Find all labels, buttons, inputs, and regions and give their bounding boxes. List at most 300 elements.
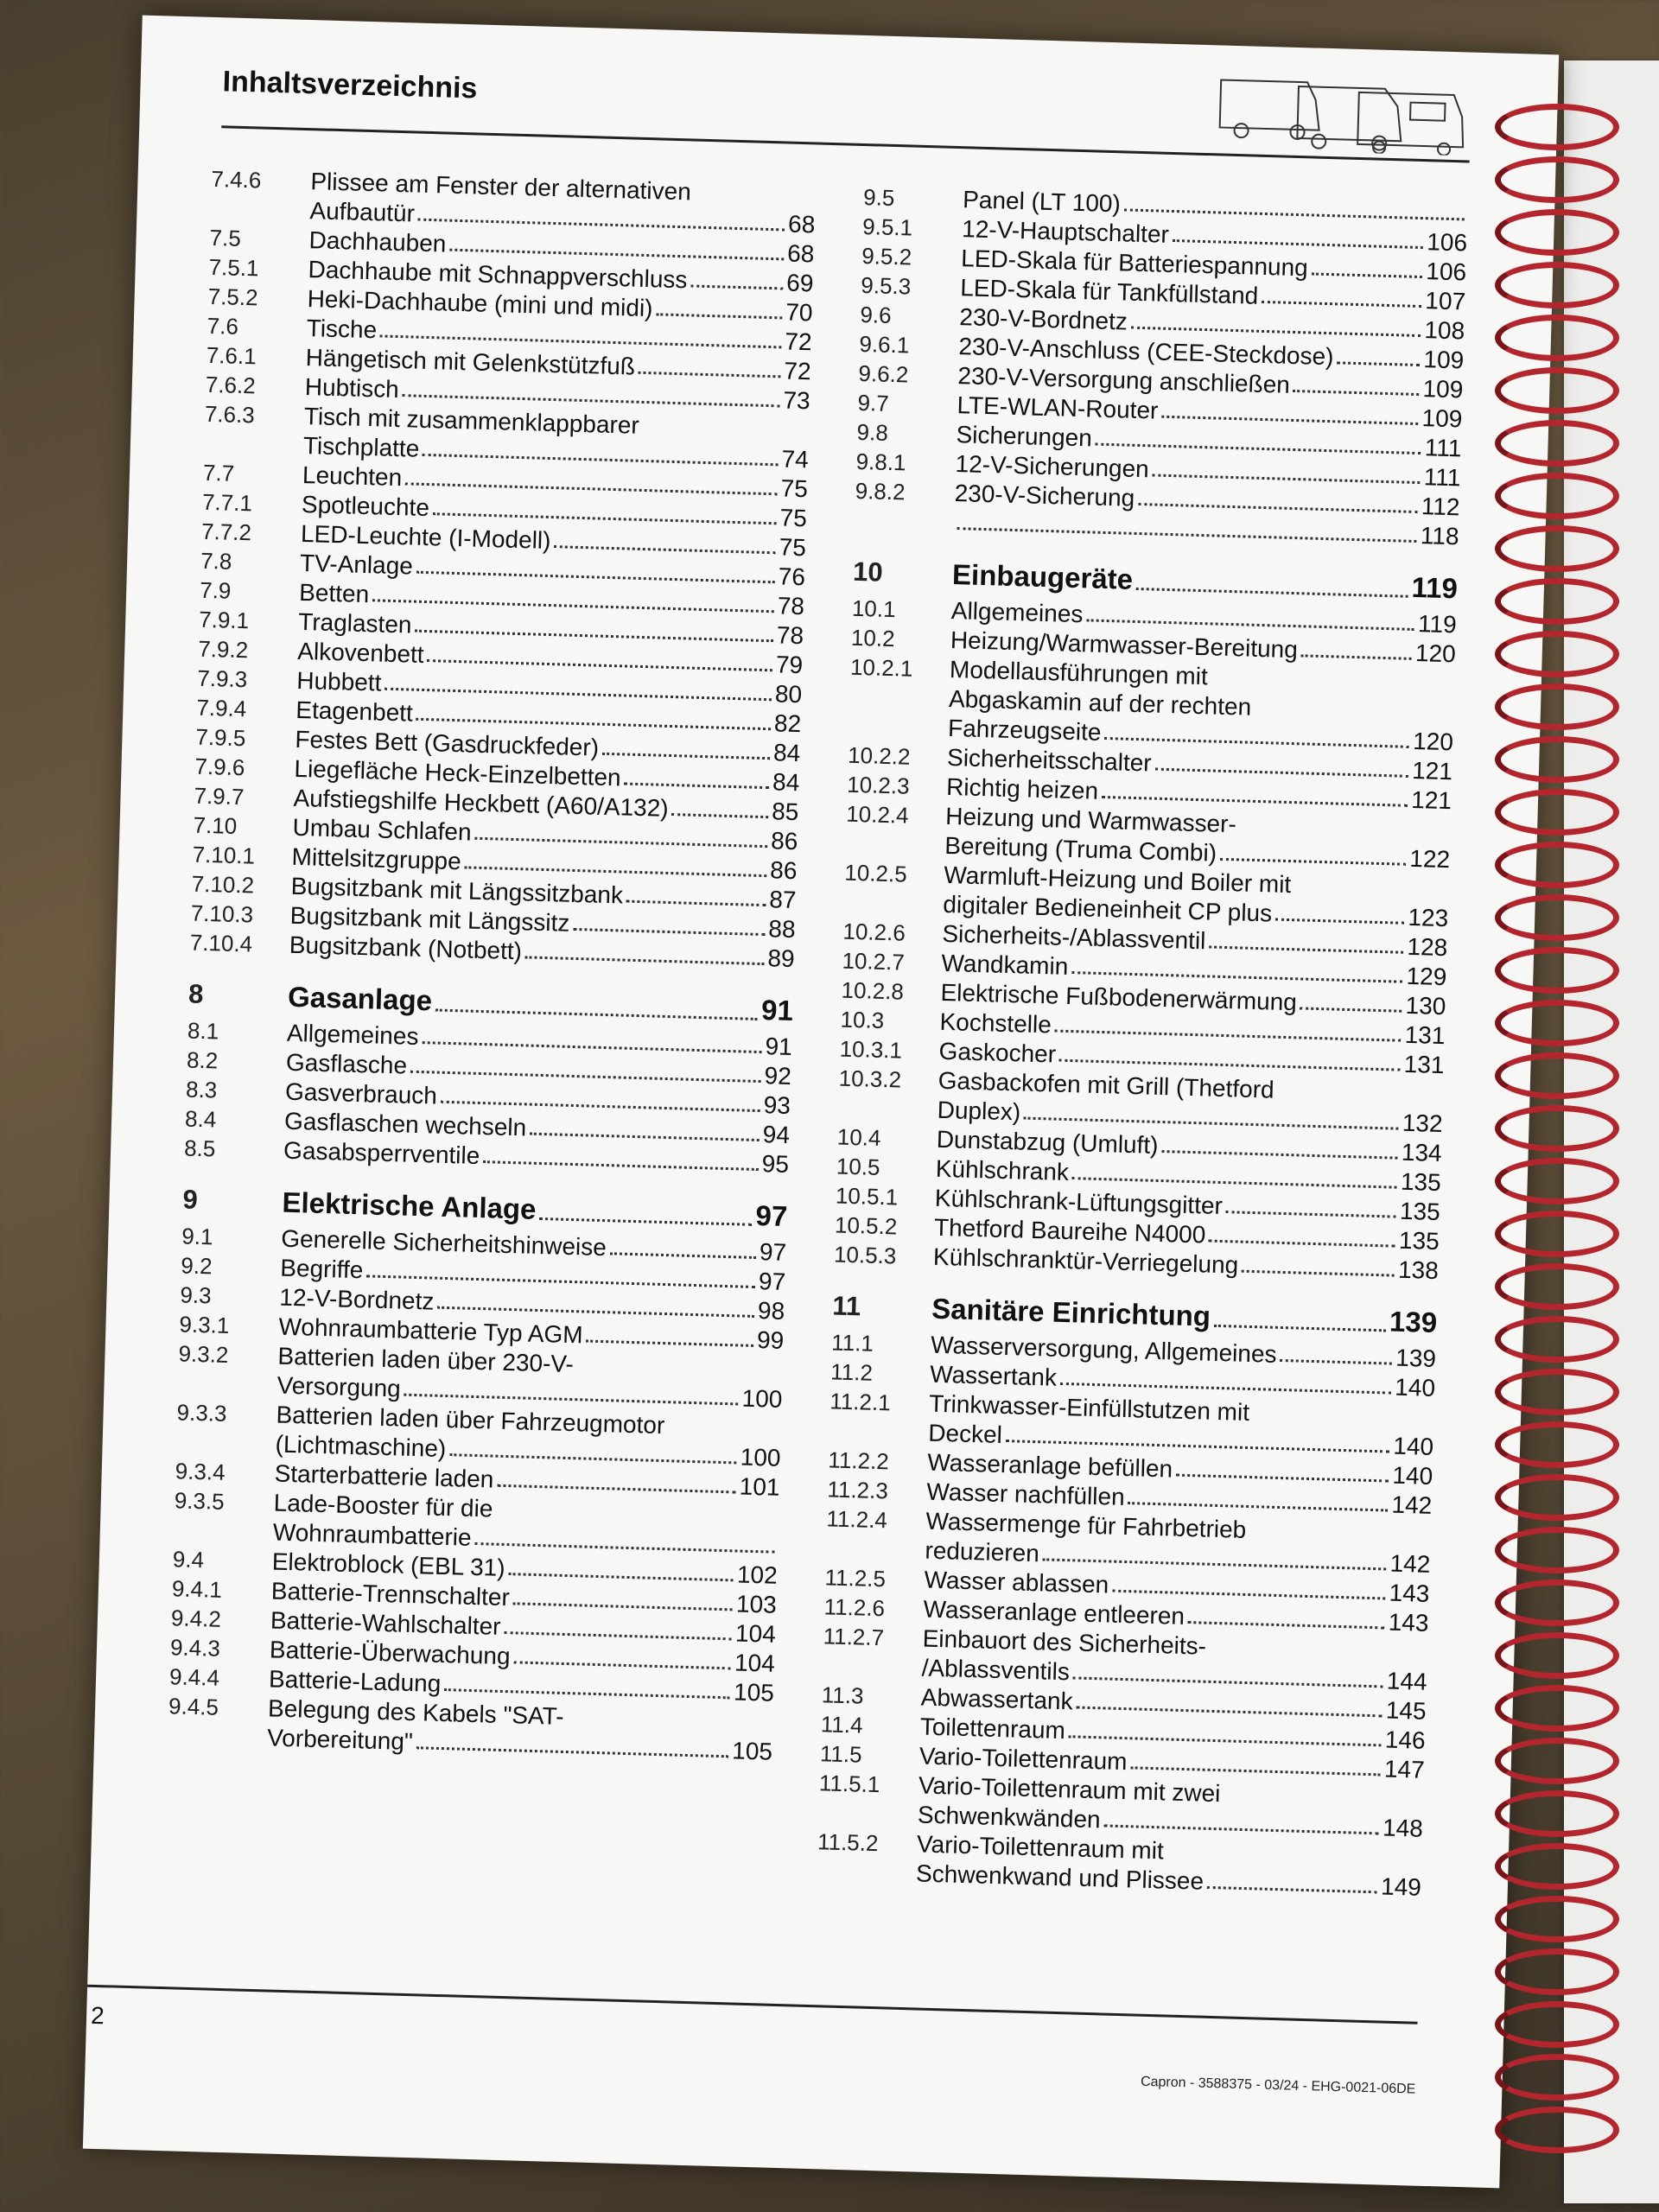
toc-right-column	[817, 182, 1469, 1903]
page-number: 2	[90, 2001, 105, 2030]
toc-leader-dots	[639, 353, 781, 378]
toc-page-number: 140	[1394, 1373, 1436, 1402]
toc-leader-dots	[1312, 253, 1423, 278]
toc-entry-title: Gasabsperrventile	[283, 1136, 480, 1169]
toc-entry-title: Liegefläche Heck-Einzelbetten	[294, 754, 622, 791]
spiral-ring	[1495, 104, 1619, 150]
spiral-ring	[1495, 525, 1619, 572]
toc-page-number: 130	[1405, 991, 1446, 1020]
toc-page-number: 91	[760, 994, 794, 1027]
toc-entry-title: reduzieren	[925, 1536, 1040, 1567]
spiral-ring	[1495, 209, 1619, 256]
toc-entry-number: 9.6.1	[859, 330, 910, 359]
toc-entry-number: 11.2.1	[829, 1388, 892, 1416]
toc-page-number: 68	[787, 210, 816, 238]
toc-page-number: 82	[773, 709, 802, 738]
toc-entry-title: Batterie-Trennschalter	[270, 1577, 511, 1611]
toc-entry-number: 11.2.3	[827, 1476, 889, 1504]
toc-entry-number: 7.9.1	[198, 606, 250, 634]
toc-page-number: 68	[786, 239, 815, 268]
toc-leader-dots	[1301, 635, 1413, 660]
toc-page-number: 109	[1422, 375, 1464, 404]
spiral-ring	[1495, 736, 1619, 783]
toc-entry-title: Wandkamin	[941, 949, 1069, 980]
toc-entry-number: 11.5.2	[817, 1828, 879, 1857]
toc-page-number: 139	[1395, 1344, 1437, 1372]
toc-entry-number: 7.10	[193, 811, 238, 840]
toc-entry-title: Belegung des Kabels "SAT-	[267, 1694, 564, 1730]
footer-rule	[87, 1985, 1417, 2024]
toc-entry-number: 9	[182, 1184, 199, 1215]
toc-entry-title: Vario-Toilettenraum	[918, 1742, 1128, 1776]
toc-entry-number: 7.9.2	[197, 635, 249, 664]
toc-entry-number: 11.1	[830, 1329, 874, 1357]
toc-entry-number: 10.2.7	[842, 947, 906, 976]
toc-entry-title: Duplex)	[937, 1096, 1021, 1126]
toc-entry-number: 9.5.3	[860, 271, 912, 300]
spiral-ring	[1495, 894, 1619, 941]
toc-page-number: 131	[1403, 1050, 1445, 1079]
toc-entry-title: Vario-Toilettenraum mit zwei	[918, 1771, 1221, 1808]
toc-page-number: 97	[758, 1268, 786, 1295]
toc-entry-number: 11.2	[830, 1358, 874, 1386]
toc-page-number: 120	[1414, 639, 1457, 668]
toc-entry-number: 9.5.2	[861, 242, 912, 270]
toc-entry-title: Dachhauben	[308, 226, 447, 257]
toc-entry-title: Kühlschrank	[935, 1154, 1070, 1186]
toc-entry-title: Heki-Dachhaube (mini und midi)	[307, 285, 653, 322]
toc-entry-title: Bugsitzbank (Notbett)	[289, 931, 523, 965]
toc-entry-number: 7.5.2	[207, 283, 258, 311]
toc-entry-number: 10.5.1	[835, 1182, 899, 1211]
toc-entry-title: Batterie-Ladung	[268, 1665, 442, 1697]
toc-page-number: 109	[1423, 346, 1465, 374]
toc-page-number: 105	[733, 1678, 775, 1707]
toc-entry-title: Bugsitzbank mit Längssitzbank	[290, 872, 624, 909]
toc-entry-number: 9.5.1	[861, 213, 913, 241]
toc-entry-title: Mittelsitzgruppe	[291, 842, 462, 875]
toc-leader-dots	[1220, 839, 1407, 866]
toc-entry-title: 230-V-Bordnetz	[958, 303, 1128, 335]
toc-entry-title: Elektroblock (EBL 31)	[271, 1548, 505, 1582]
toc-entry-number: 7.10.2	[191, 870, 255, 899]
toc-entry-title: Kühlschrank-Lüftungsgitter	[934, 1184, 1224, 1220]
toc-page-number: 72	[784, 327, 812, 356]
toc-page-number: 149	[1380, 1872, 1422, 1901]
toc-leader-dots	[435, 983, 759, 1020]
toc-entry-title: Batterie-Überwachung	[269, 1636, 511, 1670]
toc-entry-number: 9.3.3	[176, 1399, 227, 1427]
toc-entry-title: 230-V-Anschluss (CEE-Steckdose)	[958, 333, 1334, 371]
toc-entry-title: Bugsitzbank mit Längssitz	[289, 901, 570, 937]
toc-leader-dots	[610, 1233, 757, 1259]
toc-entry-title: Abwassertank	[920, 1683, 1074, 1715]
spiral-binding	[1495, 104, 1624, 2212]
spiral-ring	[1495, 1738, 1619, 1784]
toc-entry-title: Begriffe	[279, 1254, 364, 1284]
toc-page-number: 91	[765, 1033, 793, 1061]
toc-entry-number: 9.4.1	[171, 1575, 223, 1603]
toc-page-number: 146	[1384, 1726, 1427, 1754]
toc-entry-number: 9.4.4	[168, 1663, 220, 1691]
toc-entry-title: Fahrzeugseite	[947, 714, 1102, 746]
toc-entry-number: 10.5	[836, 1153, 880, 1180]
toc-entry-number: 11.4	[820, 1711, 863, 1738]
toc-page-number: 105	[731, 1737, 773, 1765]
toc-leader-dots	[1209, 1221, 1395, 1248]
toc-entry-title: Sicherheits-/Ablassventil	[942, 919, 1206, 955]
toc-leader-dots	[656, 294, 783, 319]
toc-entry-number: 9.2	[181, 1252, 213, 1280]
toc-entry-title: Wasserversorgung, Allgemeines	[930, 1331, 1277, 1368]
toc-entry-number: 9.6	[860, 301, 893, 328]
toc-page-number: 75	[780, 474, 809, 503]
spiral-ring	[1495, 315, 1619, 361]
toc-entry-number: 10.5.2	[834, 1211, 898, 1240]
toc-entry-number: 7.9.4	[196, 694, 247, 722]
toc-entry-title: TV-Anlage	[299, 549, 414, 580]
toc-leader-dots	[539, 1192, 753, 1226]
toc-page-number: 135	[1400, 1167, 1442, 1197]
toc-page-number: 106	[1426, 228, 1468, 257]
toc-leader-dots	[1280, 1340, 1392, 1365]
toc-leader-dots	[1294, 371, 1420, 396]
toc-page-number: 145	[1385, 1696, 1427, 1725]
toc-entry-number: 8	[188, 978, 204, 1009]
toc-entry-number: 10.3.1	[839, 1035, 903, 1064]
toc-entry-title: Tisch mit zusammenklappbarer	[303, 402, 640, 439]
toc-page-number: 84	[772, 739, 801, 767]
spiral-ring	[1495, 156, 1619, 203]
toc-entry-title: Schwenkwand und Plissee	[915, 1859, 1205, 1895]
toc-page-number: 103	[735, 1590, 778, 1618]
toc-leader-dots	[1337, 342, 1421, 366]
toc-entry-title: Batterien laden über Fahrzeugmotor	[276, 1401, 665, 1440]
toc-entry-number: 7.10.3	[190, 899, 254, 928]
toc-entry-title: Batterien laden über 230-V-	[277, 1342, 575, 1378]
toc-entry-number: 9.4.2	[170, 1605, 222, 1632]
toc-leader-dots	[626, 881, 766, 906]
toc-entry-number: 8.1	[187, 1017, 219, 1045]
toc-entry-title: Gasanlage	[287, 980, 433, 1017]
toc-page-number: 75	[779, 504, 808, 532]
toc-entry-title: Elektrische Anlage	[281, 1185, 537, 1225]
toc-page-number: 106	[1425, 257, 1467, 286]
spiral-ring	[1495, 2054, 1619, 2101]
toc-page-number: 76	[778, 563, 806, 591]
toc-entry-title: Einbauort des Sicherheits-	[922, 1624, 1207, 1660]
toc-page-number	[1468, 200, 1469, 229]
toc-page-number: 94	[762, 1121, 791, 1149]
toc-page-number: 128	[1407, 932, 1448, 962]
toc-page-number: 75	[779, 533, 807, 562]
toc-entry-number	[854, 505, 954, 537]
toc-page-number	[778, 1532, 779, 1561]
toc-entry-number: 7.9	[199, 576, 232, 604]
toc-entry-title: Lade-Booster für die	[273, 1489, 493, 1522]
toc-entry-number: 7.7	[202, 459, 235, 486]
toc-page-number: 118	[1420, 522, 1459, 550]
toc-page-number: 87	[768, 886, 797, 914]
toc-entry-title: Sicherheitsschalter	[946, 743, 1153, 777]
toc-page-number: 139	[1389, 1305, 1438, 1339]
toc-entry-number: 7.8	[200, 547, 232, 575]
toc-entry-number: 7.5	[209, 224, 242, 251]
toc-page-number: 85	[771, 798, 799, 826]
toc-entry-title: Etagenbett	[295, 696, 414, 727]
toc-leader-dots	[1242, 1251, 1395, 1277]
toc-entry-number: 9.3.4	[175, 1458, 226, 1485]
toc-entry-title: Wasseranlage entleeren	[923, 1595, 1185, 1630]
toc-page-number: 78	[776, 621, 804, 650]
toc-entry-title: Sanitäre Einrichtung	[931, 1292, 1211, 1332]
toc-entry-title: Heizung/Warmwasser-Bereitung	[950, 626, 1299, 664]
toc-entry-title: 12-V-Hauptschalter	[961, 215, 1170, 248]
toc-page-number: 89	[767, 944, 796, 973]
toc-page-number: 109	[1421, 404, 1463, 433]
toc-entry-title: Tische	[306, 315, 378, 344]
toc-entry-title: 230-V-Sicherung	[954, 480, 1135, 512]
toc-entry-title: Gasflaschen wechseln	[283, 1107, 527, 1141]
spiral-ring	[1495, 683, 1619, 730]
toc-leader-dots	[422, 1022, 762, 1053]
toc-entry-title: LED-Skala für Batteriespannung	[960, 245, 1309, 282]
toc-page-number: 148	[1382, 1814, 1424, 1842]
toc-entry-number: 8.2	[186, 1046, 219, 1074]
toc-entry-number: 7.9.3	[196, 664, 248, 693]
toc-page-number: 69	[785, 269, 814, 297]
toc-entry-title: Alkovenbett	[296, 637, 425, 668]
toc-entry-title: Wassertank	[929, 1360, 1058, 1391]
toc-entry-number: 7.9.5	[195, 723, 246, 752]
toc-page-number: 143	[1389, 1579, 1430, 1607]
toc-entry-title: LED-Leuchte (I-Modell)	[300, 519, 551, 555]
toc-entry-title: Betten	[298, 578, 370, 608]
toc-entry-title: Elektrische Fußbodenerwärmung	[940, 978, 1298, 1016]
toc-entry-number: 7.6.3	[204, 400, 256, 429]
toc-entry-title: Einbaugeräte	[951, 558, 1134, 595]
toc-page-number: 99	[756, 1326, 785, 1354]
toc-entry-title: (Lichtmaschine)	[275, 1430, 447, 1463]
toc-entry-title: Schwenkwänden	[917, 1801, 1102, 1834]
toc-leader-dots	[586, 1321, 753, 1347]
spiral-ring	[1495, 420, 1619, 467]
toc-entry-number: 7.10.1	[192, 841, 256, 869]
toc-leader-dots	[602, 734, 771, 760]
toc-page-number: 97	[755, 1198, 788, 1232]
toc-entry-number: 10	[852, 556, 884, 588]
toc-entry-number: 7.7.2	[200, 518, 252, 546]
toc-entry-title: Aufbautür	[309, 197, 416, 227]
toc-leader-dots	[573, 909, 766, 936]
toc-entry-title: Wohnraumbatterie Typ AGM	[278, 1313, 584, 1349]
toc-page-number: 101	[739, 1472, 780, 1501]
toc-entry-title: Generelle Sicherheitshinweise	[280, 1224, 607, 1262]
toc-page-number: 102	[736, 1560, 779, 1589]
toc-page-number: 100	[740, 1443, 781, 1471]
toc-page-number: 74	[781, 445, 810, 474]
toc-entry-number: 7.6.1	[206, 341, 257, 370]
toc-entry-number: 7.9.7	[194, 782, 245, 810]
toc-entry-title: Wassermenge für Fahrbetrieb	[925, 1507, 1247, 1543]
toc-page-number: 123	[1408, 903, 1449, 932]
spiral-ring	[1495, 1632, 1619, 1679]
toc-entry-number: 9.5	[862, 183, 895, 211]
toc-entry-number: 11.2.5	[824, 1564, 887, 1592]
toc-page-number: 108	[1424, 316, 1465, 345]
toc-entry	[849, 652, 1456, 758]
toc-page-number: 144	[1386, 1667, 1427, 1695]
spiral-ring	[1495, 1211, 1619, 1257]
spiral-ring	[1495, 789, 1619, 836]
toc-page-number: 79	[775, 651, 804, 679]
toc-entry-title: 12-V-Sicherungen	[955, 450, 1150, 483]
toc-leader-dots	[690, 265, 784, 289]
toc-entry-title: Festes Bett (Gasdruckfeder)	[295, 725, 600, 761]
toc-page-number: 111	[1424, 434, 1462, 462]
spiral-ring	[1495, 473, 1619, 519]
toc-entry-title: Tischplatte	[302, 431, 420, 462]
toc-entry-title: LTE-WLAN-Router	[957, 391, 1159, 424]
toc-page-number: 92	[764, 1062, 792, 1090]
toc-page-number: 119	[1417, 610, 1458, 639]
toc-page-number: 78	[777, 592, 805, 620]
toc-entry-title: Bereitung (Truma Combi)	[944, 831, 1217, 867]
toc-entry-number: 10.2.3	[846, 771, 910, 799]
toc-entry-number: 9.3.5	[174, 1487, 226, 1515]
toc-entry-number: 8.4	[184, 1105, 217, 1133]
toc-entry-title: Gasflasche	[285, 1048, 408, 1079]
toc-entry-number: 9.3.2	[178, 1340, 229, 1368]
spiral-ring	[1495, 2107, 1619, 2153]
toc-page-number: 135	[1398, 1226, 1440, 1255]
spiral-ring	[1495, 1790, 1619, 1837]
toc-entry-title: Warmluft-Heizung und Boiler mit	[943, 861, 1292, 899]
toc-entry-number: 9.3.1	[179, 1311, 230, 1338]
spiral-ring	[1495, 1474, 1619, 1521]
toc-entry-number: 7.10.4	[189, 929, 253, 957]
toc-entry-number: 10.2.8	[841, 976, 905, 1005]
toc-page-number: 120	[1412, 727, 1454, 756]
toc-leader-dots	[1214, 1299, 1387, 1332]
spiral-ring	[1495, 2001, 1619, 2048]
toc-entry-title: Kühlschranktür-Verriegelung	[932, 1243, 1239, 1279]
toc-entry-number: 10.2.1	[849, 653, 913, 682]
toc-page-number: 134	[1401, 1138, 1443, 1167]
toc-page-number: 72	[784, 357, 812, 385]
toc-entry-title: Vario-Toilettenraum mit	[916, 1830, 1165, 1865]
motorhome-vehicles-icon	[1211, 62, 1472, 156]
toc-entry-number: 11.2.2	[828, 1446, 890, 1475]
toc-entry-title: Versorgung	[276, 1371, 402, 1402]
toc-entry-title: Dunstabzug (Umluft)	[936, 1125, 1159, 1159]
spiral-ring	[1495, 1685, 1619, 1732]
toc-page-number: 112	[1421, 493, 1460, 521]
toc-entry-number: 11.3	[821, 1681, 864, 1709]
toc-entry-title: Richtig heizen	[945, 772, 1099, 804]
toc-entry-number: 7.6	[207, 312, 239, 340]
toc-page-number: 111	[1423, 463, 1461, 492]
spiral-ring	[1495, 631, 1619, 677]
spiral-ring	[1495, 1158, 1619, 1205]
toc-entry-number: 9.6.2	[858, 359, 909, 388]
toc-entry-title: Panel (LT 100)	[962, 186, 1122, 218]
toc-leader-dots	[1262, 282, 1422, 308]
spiral-ring	[1495, 1000, 1619, 1046]
toc-entry-title: 12-V-Bordnetz	[279, 1283, 435, 1315]
toc-entry-number: 8.3	[185, 1076, 218, 1103]
toc-entry-title: Wasser nachfüllen	[926, 1478, 1126, 1510]
toc-entry-number: 11.2.4	[826, 1505, 888, 1534]
toc-entry-number: 9.3	[180, 1281, 213, 1309]
toc-page-number: 143	[1388, 1608, 1429, 1637]
toc-entry-number: 11.2.7	[823, 1623, 885, 1651]
toc-entry-title: digitaler Bedieneinheit CP plus	[943, 890, 1273, 927]
toc-leader-dots	[1136, 562, 1408, 598]
spiral-ring	[1495, 1948, 1619, 1995]
spiral-ring	[1495, 1263, 1619, 1310]
toc-entry-number: 11.5	[819, 1740, 863, 1768]
toc-page-number: 135	[1399, 1197, 1441, 1226]
toc-page-number: 104	[734, 1619, 777, 1648]
spiral-ring	[1495, 1843, 1619, 1890]
toc-page-number: 98	[757, 1297, 785, 1325]
spiral-ring	[1495, 262, 1619, 308]
toc-page-number: 147	[1383, 1755, 1426, 1783]
toc-entry-title: Batterie-Wahlschalter	[270, 1606, 501, 1640]
toc-entry-number: 7.9.6	[194, 753, 245, 781]
toc-leader-dots	[1226, 1192, 1397, 1217]
toc-entry-number: 10.3.2	[838, 1065, 902, 1093]
spiral-ring	[1495, 842, 1619, 888]
toc-page-number: 131	[1404, 1020, 1446, 1050]
toc-entry-title: Hubbett	[296, 666, 382, 696]
toc-entry-title: Toilettenraum	[919, 1713, 1066, 1745]
toc-entry-title: Heizung und Warmwasser-	[944, 802, 1237, 838]
toc-entry-title	[953, 508, 954, 537]
toc-entry-title: Gasbackofen mit Grill (Thetford	[938, 1066, 1275, 1103]
document-code: Capron - 3588375 - 03/24 - EHG-0021-06DE	[1140, 2074, 1416, 2097]
spiral-ring	[1495, 1580, 1619, 1626]
toc-page-number: 142	[1389, 1549, 1431, 1578]
toc-page-number: 84	[772, 768, 800, 797]
toc-entry-number: 10.2.6	[842, 918, 906, 946]
toc-leader-dots	[1300, 988, 1403, 1012]
toc-leader-dots	[1124, 189, 1465, 220]
toc-page-number: 93	[763, 1091, 791, 1120]
toc-page-number: 107	[1425, 287, 1466, 315]
toc-entry-title: Spotleuchte	[301, 490, 430, 522]
toc-entry-title: Vorbereitung"	[266, 1724, 414, 1756]
toc-page-number: 140	[1392, 1432, 1434, 1460]
toc-page-number: 121	[1410, 785, 1452, 815]
toc-entry-number: 10.2.4	[845, 800, 910, 829]
toc-page-number: 80	[774, 680, 803, 709]
page-title: Inhaltsverzeichnis	[222, 65, 478, 105]
toc-leader-dots	[1209, 926, 1404, 953]
toc-entry-title: Leuchten	[302, 461, 403, 492]
toc-entry-title: Dachhaube mit Schnappverschluss	[308, 256, 688, 294]
spiral-ring	[1495, 1527, 1619, 1573]
toc-entry-number: 10.1	[851, 594, 896, 623]
toc-page-number: 104	[734, 1649, 776, 1677]
toc-entry-number: 10.2	[850, 624, 896, 652]
toc-page-number: 97	[759, 1238, 787, 1266]
toc-entry-title: Aufstiegshilfe Heckbett (A60/A132)	[293, 784, 670, 822]
toc-entry-number: 11.5.1	[818, 1770, 880, 1798]
toc-entry-number: 11.2.6	[823, 1593, 886, 1622]
toc-entry-number: 9.4.3	[169, 1634, 221, 1662]
